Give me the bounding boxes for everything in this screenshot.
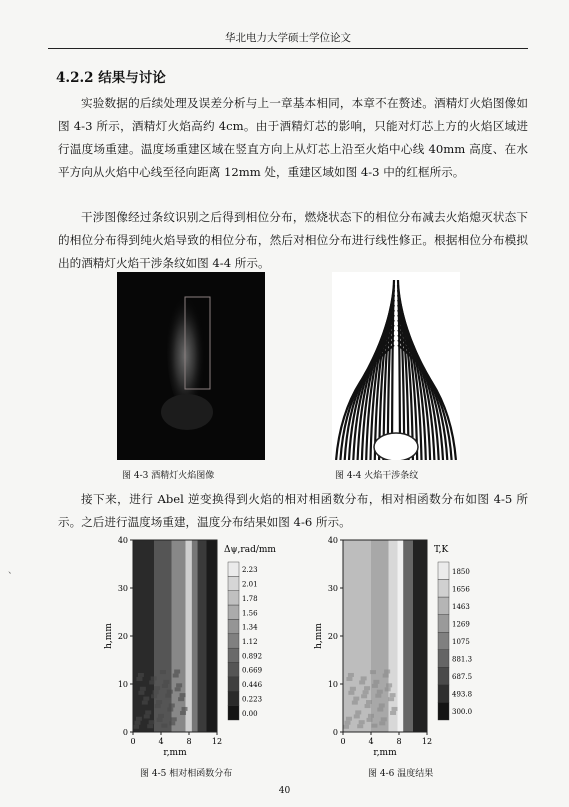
y-tick-label: 40: [117, 536, 128, 545]
figure-4-4-caption: 图 4-4 火焰干涉条纹: [335, 471, 419, 481]
x-tick-label: 0: [130, 737, 136, 746]
heatmap-noise: [149, 720, 155, 724]
heatmap-noise: [370, 670, 376, 674]
colorbar-tick-label: 1656: [452, 585, 470, 594]
colorbar-tick-label: 0.892: [242, 652, 263, 661]
heatmap-noise: [169, 703, 175, 707]
heatmap-noise: [180, 693, 186, 697]
heatmap-noise: [367, 718, 373, 722]
heatmap-noise: [343, 725, 349, 729]
heatmap-noise: [348, 673, 354, 677]
heatmap-noise: [151, 676, 157, 680]
y-axis-label: h,mm: [104, 623, 114, 649]
heatmap-band: [192, 540, 198, 732]
y-tick-label: 30: [327, 584, 338, 593]
colorbar-tick-label: 300.0: [452, 708, 473, 717]
paragraph-2: 干涉图像经过条纹识别之后得到相位分布，燃烧状态下的相位分布减去火焰熄灭状态下的相位分布得到纯火焰导致的相位分布，然后对相位分布进行线性修正。根据相位分布模拟出的酒精灯火焰干涉条纹如图 4-4 所示。: [58, 210, 528, 270]
colorbar-tick-label: 0.00: [242, 709, 258, 718]
y-tick-label: 20: [327, 632, 338, 641]
heatmap-noise: [379, 721, 385, 725]
heatmap-noise: [153, 690, 159, 694]
figure-4-5-phase-chart: [95, 532, 295, 760]
colorbar-tick-label: 1850: [452, 567, 470, 576]
colorbar-swatch: [228, 576, 239, 590]
colorbar-swatch: [438, 667, 449, 685]
heatmap-noise: [379, 703, 385, 707]
section-title: 4.2.2 结果与讨论: [56, 70, 166, 86]
heatmap-noise: [176, 683, 182, 687]
heatmap-noise: [386, 683, 392, 687]
heatmap-noise: [363, 690, 369, 694]
colorbar-swatch: [438, 597, 449, 615]
heatmap-noise: [149, 680, 155, 684]
heatmap-noise: [163, 680, 169, 684]
figure-4-5-caption: 图 4-5 相对相函数分布: [140, 769, 233, 779]
colorbar-swatch: [228, 691, 239, 705]
heatmap-noise: [361, 676, 367, 680]
colorbar-title: T,K: [434, 545, 449, 555]
heatmap-noise: [381, 717, 387, 721]
heatmap-noise: [359, 720, 365, 724]
y-tick-label: 30: [117, 584, 128, 593]
heatmap-band: [398, 540, 404, 732]
heatmap-noise: [371, 724, 377, 728]
heatmap-noise: [169, 721, 175, 725]
heatmap-noise: [375, 694, 381, 698]
heatmap-noise: [346, 677, 352, 681]
colorbar-tick-label: 881.3: [452, 655, 473, 664]
paragraph-1: 实验数据的后续处理及误差分析与上一章基本相同，本章不在赘述。酒精灯火焰图像如图 4-3 所示，酒精灯火焰高约 4cm。由于酒精灯芯的影响，只能对灯芯上方的火焰区域进行温度场重建。温度场重建区域在竖直方向上从灯芯上沿至火焰中心线 40mm 高度、在水平方向从火焰中心线至径向距离 12mm 处，重建区域如图 4-3 中的红框所示。: [58, 96, 528, 179]
heatmap-noise: [182, 707, 188, 711]
heatmap-band: [186, 540, 192, 732]
colorbar-tick-label: 1075: [452, 638, 470, 646]
heatmap-noise: [155, 704, 161, 708]
heatmap-noise: [138, 673, 144, 677]
heatmap-noise: [365, 704, 371, 708]
figure-4-4-fringe-image: [332, 272, 460, 460]
y-tick-label: 10: [327, 680, 338, 689]
colorbar-title: Δψ,rad/mm: [224, 545, 276, 555]
heatmap-noise: [160, 670, 166, 674]
heatmap-noise: [156, 700, 162, 704]
x-tick-label: 0: [340, 737, 346, 746]
heatmap-noise: [147, 724, 153, 728]
colorbar-swatch: [438, 632, 449, 650]
heatmap-band: [207, 540, 218, 732]
y-tick-label: 0: [332, 728, 338, 737]
colorbar-tick-label: 1.56: [242, 609, 258, 618]
heatmap-noise: [364, 686, 370, 690]
colorbar-tick-label: 1.34: [242, 623, 258, 632]
heatmap-noise: [392, 707, 398, 711]
colorbar-tick-label: 0.669: [242, 666, 263, 675]
colorbar-tick-label: 1.12: [242, 638, 258, 646]
heatmap-band: [403, 540, 413, 732]
heatmap-noise: [348, 691, 354, 695]
heatmap-noise: [178, 697, 184, 701]
heatmap-noise: [350, 687, 356, 691]
heatmap-noise: [383, 674, 389, 678]
heatmap-noise: [384, 670, 390, 674]
heatmap-noise: [143, 697, 149, 701]
colorbar-swatch: [228, 634, 239, 648]
colorbar-tick-label: 0.446: [242, 681, 263, 690]
heatmap-noise: [355, 710, 361, 714]
heatmap-noise: [390, 693, 396, 697]
heatmap-noise: [346, 717, 352, 721]
heatmap-noise: [136, 717, 142, 721]
heatmap-noise: [366, 700, 372, 704]
heatmap-noise: [167, 708, 173, 712]
heatmap-noise: [359, 680, 365, 684]
heatmap-noise: [344, 721, 350, 725]
heatmap-noise: [175, 687, 181, 691]
x-tick-label: 4: [158, 737, 164, 746]
colorbar-tick-label: 1.78: [242, 594, 258, 603]
heatmap-band: [389, 540, 398, 732]
colorbar-swatch: [438, 562, 449, 580]
y-axis-label: h,mm: [314, 623, 324, 649]
colorbar-swatch: [228, 677, 239, 691]
heatmap-noise: [134, 721, 140, 725]
heatmap-noise: [133, 725, 139, 729]
x-axis-label: r,mm: [373, 748, 397, 758]
heatmap-noise: [142, 701, 148, 705]
heatmap-noise: [157, 718, 163, 722]
header-rule: [48, 48, 528, 49]
heatmap-noise: [144, 714, 150, 718]
heatmap-noise: [377, 708, 383, 712]
heatmap-band: [172, 540, 186, 732]
heatmap-noise: [368, 714, 374, 718]
y-tick-label: 0: [122, 728, 128, 737]
colorbar-swatch: [228, 648, 239, 662]
colorbar-tick-label: 1463: [452, 602, 470, 611]
colorbar-swatch: [228, 562, 239, 576]
colorbar-swatch: [438, 580, 449, 598]
x-tick-label: 4: [368, 737, 374, 746]
y-tick-label: 20: [117, 632, 128, 641]
heatmap-noise: [140, 687, 146, 691]
figure-4-3-caption: 图 4-3 酒精灯火焰图像: [122, 471, 215, 481]
heatmap-noise: [161, 724, 167, 728]
colorbar-swatch: [438, 702, 449, 720]
figure-4-3-flame-image: [117, 272, 265, 460]
heatmap-noise: [171, 717, 177, 721]
page-number: 40: [278, 786, 291, 796]
paragraph-3: 接下来，进行 Abel 逆变换得到火焰的相对相函数分布，相对相函数分布如图 4-5 所示。之后进行温度场重建，温度分布结果如图 4-6 所示。: [58, 492, 528, 529]
colorbar-tick-label: 493.8: [452, 690, 473, 699]
heatmap-band: [413, 540, 427, 732]
colorbar-swatch: [228, 591, 239, 605]
colorbar-swatch: [438, 615, 449, 633]
colorbar-swatch: [228, 663, 239, 677]
heatmap-noise: [138, 691, 144, 695]
colorbar-tick-label: 687.5: [452, 673, 473, 682]
heatmap-noise: [136, 677, 142, 681]
colorbar-tick-label: 1269: [452, 620, 470, 629]
margin-mark: 、: [8, 566, 18, 576]
heatmap-noise: [352, 701, 358, 705]
heatmap-noise: [388, 697, 394, 701]
heatmap-noise: [158, 714, 164, 718]
heatmap-noise: [372, 684, 378, 688]
heatmap-noise: [174, 670, 180, 674]
colorbar-swatch: [438, 650, 449, 668]
heatmap-noise: [165, 694, 171, 698]
x-tick-label: 12: [421, 737, 433, 746]
heatmap-noise: [162, 684, 168, 688]
heatmap-noise: [390, 711, 396, 715]
heatmap-noise: [151, 694, 157, 698]
heatmap-noise: [167, 690, 173, 694]
colorbar-tick-label: 0.223: [242, 695, 263, 704]
heatmap-noise: [354, 714, 360, 718]
x-axis-label: r,mm: [163, 748, 187, 758]
heatmap-noise: [353, 697, 359, 701]
heatmap-noise: [385, 687, 391, 691]
heatmap-noise: [154, 686, 160, 690]
y-tick-label: 40: [327, 536, 338, 545]
x-tick-label: 8: [396, 737, 402, 746]
colorbar-swatch: [228, 706, 239, 720]
colorbar-swatch: [228, 619, 239, 633]
colorbar-tick-label: 2.01: [242, 580, 258, 589]
heatmap-noise: [357, 724, 363, 728]
figure-4-6-caption: 图 4-6 温度结果: [368, 769, 434, 779]
colorbar-swatch: [228, 605, 239, 619]
running-header: 华北电力大学硕士学位论文: [225, 32, 351, 44]
y-tick-label: 10: [117, 680, 128, 689]
figure-4-6-temperature-chart: [305, 532, 505, 760]
colorbar-tick-label: 2.23: [242, 566, 258, 575]
heatmap-noise: [373, 680, 379, 684]
x-tick-label: 12: [211, 737, 223, 746]
heatmap-band: [371, 540, 389, 732]
heatmap-noise: [180, 711, 186, 715]
x-tick-label: 8: [186, 737, 192, 746]
heatmap-noise: [377, 690, 383, 694]
heatmap-band: [197, 540, 206, 732]
heatmap-noise: [361, 694, 367, 698]
heatmap-noise: [145, 710, 151, 714]
heatmap-noise: [173, 674, 179, 678]
colorbar-swatch: [438, 685, 449, 703]
